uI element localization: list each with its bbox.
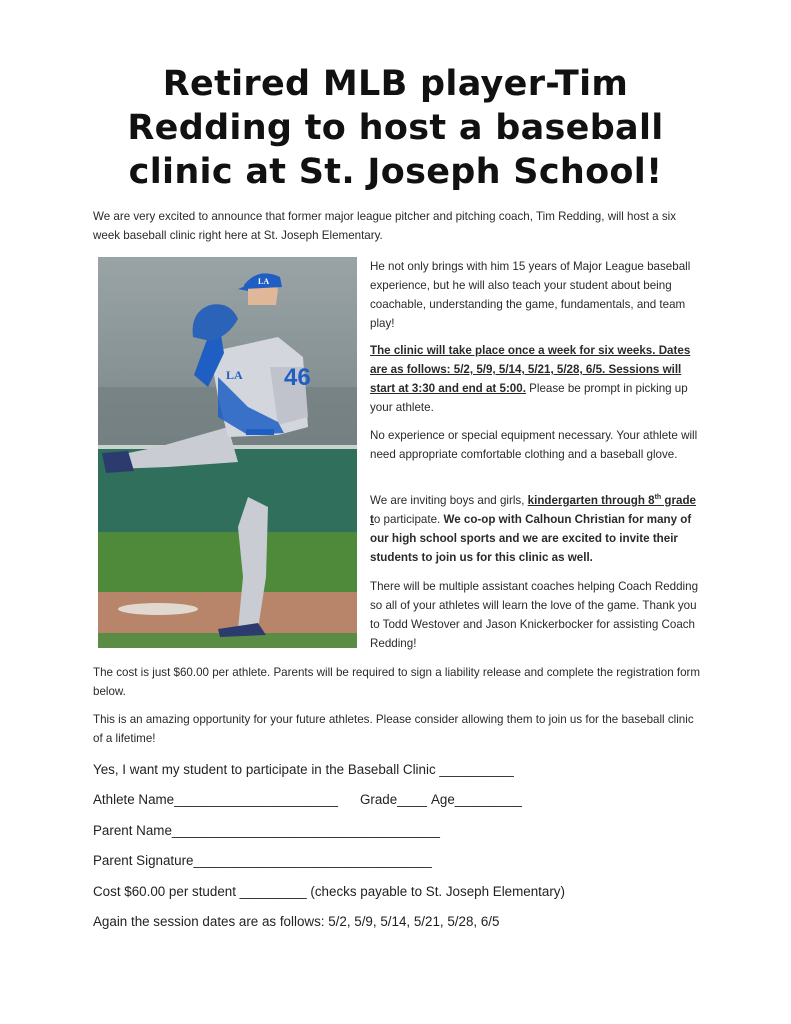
- jersey-number: 46: [284, 364, 311, 391]
- title-line-2: Redding to host a baseball: [127, 108, 664, 148]
- form-participate-line[interactable]: Yes, I want my student to participate in the Baseball Clinic __________: [93, 762, 514, 777]
- inviting-paragraph: [370, 491, 703, 567]
- title-line-3: clinic at St. Joseph School!: [128, 152, 663, 192]
- equipment-paragraph: No experience or special equipment necessary. Your athlete will need appropriate comfortable clothing and a baseball glove.: [370, 429, 698, 461]
- cost-field[interactable]: Cost $60.00 per student _________ (checks payable to St. Joseph Elementary): [93, 884, 565, 899]
- schedule-pickup-note: Please be prompt in picking up your athlete.: [370, 382, 688, 414]
- schedule-paragraph: [370, 341, 703, 417]
- outfield-grass: [98, 532, 357, 592]
- grade-field[interactable]: Grade____: [359, 792, 427, 807]
- cost-paragraph: The cost is just $60.00 per athlete. Parents will be required to sign a liability release and complete the registration form below.: [93, 666, 701, 698]
- parent-signature-field[interactable]: Parent Signature________________________________: [93, 853, 432, 868]
- inviting-lead: We are inviting boys and girls,: [370, 494, 528, 507]
- opportunity-paragraph: This is an amazing opportunity for your future athletes. Please consider allowing them to join us for the baseball clinic of a lifetime!: [93, 713, 694, 745]
- pitcher-photo: [98, 257, 357, 648]
- athlete-name-field[interactable]: Athlete Name______________________: [93, 792, 338, 807]
- parent-name-field[interactable]: Parent Name____________________________________: [93, 823, 440, 838]
- title-line-1: Retired MLB player-Tim: [162, 64, 629, 104]
- coaches-paragraph: There will be multiple assistant coaches helping Coach Redding so all of your athletes will learn the love of the game. Thank you to Todd Westover and Jason Knickerbocker for assisting Coach Redding!: [370, 580, 699, 650]
- experience-paragraph: He not only brings with him 15 years of Major League baseball experience, but he will also teach your student about being coachable, understanding the game, fundamentals, and team play!: [370, 260, 691, 330]
- coop-note: We co-op with Calhoun Christian for many of our high school sports and we are excited to invite their students to join us for this clinic as well.: [370, 513, 692, 564]
- grade-range: kindergarten through 8th grade t: [370, 494, 696, 526]
- form-athlete-line: [93, 792, 522, 807]
- inviting-middle: o participate.: [373, 513, 444, 526]
- cap-logo: LA: [258, 277, 270, 286]
- jersey-logo: LA: [226, 368, 243, 382]
- pitcher-photo-illustration: [98, 257, 357, 648]
- session-dates-line: Again the session dates are as follows: 5/2, 5/9, 5/14, 5/21, 5/28, 6/5: [93, 914, 500, 929]
- page-title: [100, 62, 691, 194]
- age-field[interactable]: Age_________: [430, 792, 522, 807]
- intro-paragraph: We are very excited to announce that former major league pitcher and pitching coach, Tim Redding, will host a six week baseball clinic right here at St. Joseph Elementary.: [93, 210, 676, 242]
- schedule-dates: The clinic will take place once a week for six weeks. Dates are as follows: 5/2, 5/9, 5/14, 5/21, 5/28, 6/5. Sessions will start at 3:30 and end at 5:00.: [370, 344, 691, 395]
